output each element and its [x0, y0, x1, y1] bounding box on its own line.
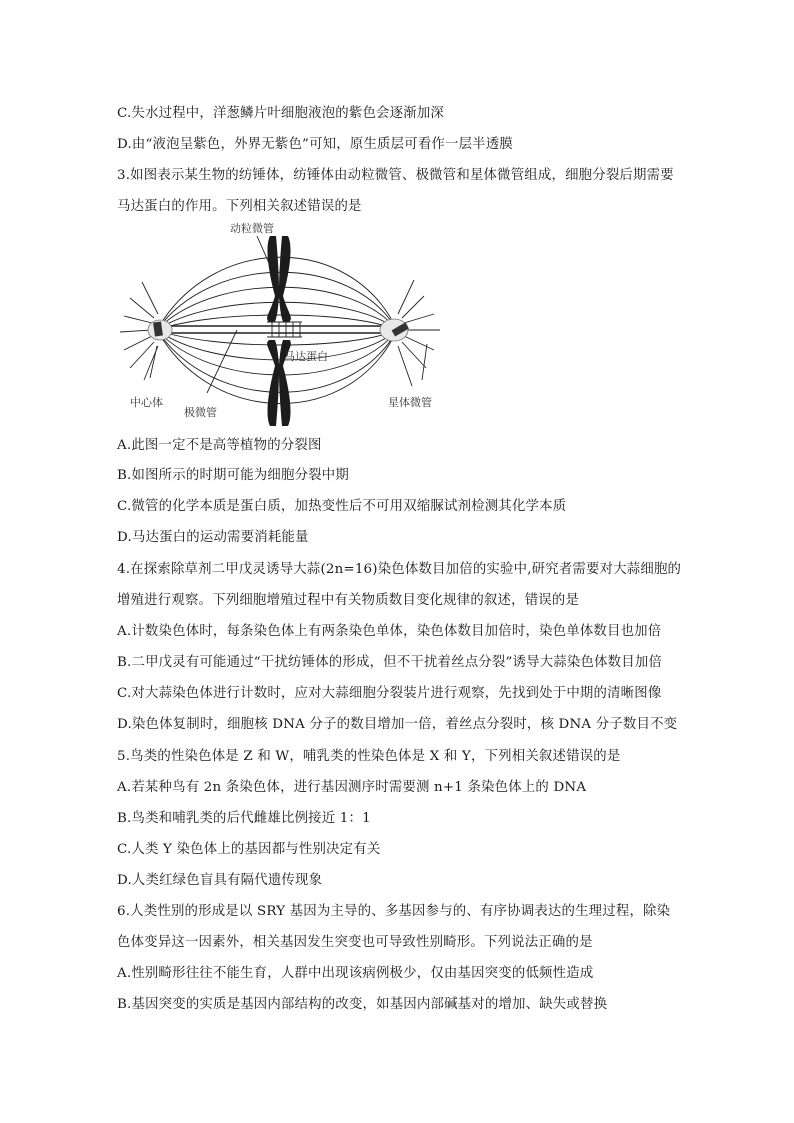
label-polar-microtubule: 极微管 — [184, 406, 217, 419]
option-c-q3: C.微管的化学本质是蛋白质，加热变性后不可用双缩脲试剂检测其化学本质 — [117, 499, 567, 514]
question-6-line-1: 6.人类性别的形成是以 SRY 基因为主导的、多基因参与的、有序协调表达的生理过程，除染 — [117, 904, 671, 919]
option-d-q2: D.由“液泡呈紫色，外界无紫色”可知，原生质层可看作一层半透膜 — [117, 137, 513, 152]
option-a-q3: A.此图一定不是高等植物的分裂图 — [117, 438, 322, 453]
option-a-q4: A.计数染色体时，每条染色体上有两条染色单体，染色体数目加倍时，染色单体数目也加倍 — [117, 624, 662, 639]
option-a-q6: A.性别畸形往往不能生育，人群中出现该病例极少，仅由基因突变的低频性造成 — [117, 966, 594, 981]
option-b-q5: B.鸟类和哺乳类的后代雌雄比例接近 1：1 — [117, 811, 371, 826]
label-motor-protein: 马达蛋白 — [284, 350, 328, 363]
option-a-q5: A.若某种鸟有 2n 条染色体，进行基因测序时需要测 n+1 条染色体上的 DNA — [117, 780, 587, 795]
chromosome-top — [267, 236, 291, 322]
option-d-q3: D.马达蛋白的运动需要消耗能量 — [117, 530, 309, 545]
question-4-line-1: 4.在探索除草剂二甲戊灵诱导大蒜(2n=16)染色体数目加倍的实验中,研究者需要对大蒜细胞的 — [117, 562, 682, 577]
option-d-q4: D.染色体复制时，细胞核 DNA 分子的数目增加一倍，着丝点分裂时，核 DNA 分子数目不变 — [117, 717, 678, 732]
question-4-line-2: 增殖进行观察。下列细胞增殖过程中有关物质数目变化规律的叙述，错误的是 — [117, 593, 580, 608]
question-6-line-2: 色体变异这一因素外，相关基因发生突变也可导致性别畸形。下列说法正确的是 — [117, 935, 593, 950]
option-b-q6: B.基因突变的实质是基因内部结构的改变，如基因内部碱基对的增加、缺失或替换 — [117, 997, 608, 1012]
centrosome-right-icon — [380, 319, 409, 341]
question-3-line-1: 3.如图表示某生物的纺锤体，纺锤体由动粒微管、极微管和星体微管组成，细胞分裂后期需要 — [117, 168, 674, 183]
spindle-figure — [112, 218, 452, 428]
centrosome-left-icon — [148, 320, 172, 340]
spindle-fiber-5 — [157, 315, 397, 330]
option-c-q4: C.对大蒜染色体进行计数时，应对大蒜细胞分裂装片进行观察，先找到处于中期的清晰图像 — [117, 686, 662, 701]
question-3-line-2: 马达蛋白的作用。下列相关叙述错误的是 — [117, 199, 362, 214]
label-astral-microtubule: 星体微管 — [388, 396, 432, 409]
polar-leader — [207, 330, 237, 393]
option-c-q2: C.失水过程中，洋葱鳞片叶细胞液泡的紫色会逐渐加深 — [117, 106, 445, 121]
label-kinetochore-microtubule: 动粒微管 — [230, 222, 274, 235]
label-centrosome: 中心体 — [130, 396, 163, 409]
option-d-q5: D.人类红绿色盲具有隔代遗传现象 — [117, 873, 323, 888]
astral-leader — [422, 344, 427, 380]
spindle-fiber-6 — [157, 330, 397, 345]
option-c-q5: C.人类 Y 染色体上的基因都与性别决定有关 — [117, 842, 381, 857]
option-b-q3: B.如图所示的时期可能为细胞分裂中期 — [117, 468, 349, 483]
option-b-q4: B.二甲戊灵有可能通过“干扰纺锤体的形成，但不干扰着丝点分裂”诱导大蒜染色体数目加倍 — [117, 655, 663, 670]
spindle-diagram — [112, 218, 452, 428]
question-5: 5.鸟类的性染色体是 Z 和 W，哺乳类的性染色体是 X 和 Y，下列相关叙述错误的是 — [117, 749, 621, 764]
